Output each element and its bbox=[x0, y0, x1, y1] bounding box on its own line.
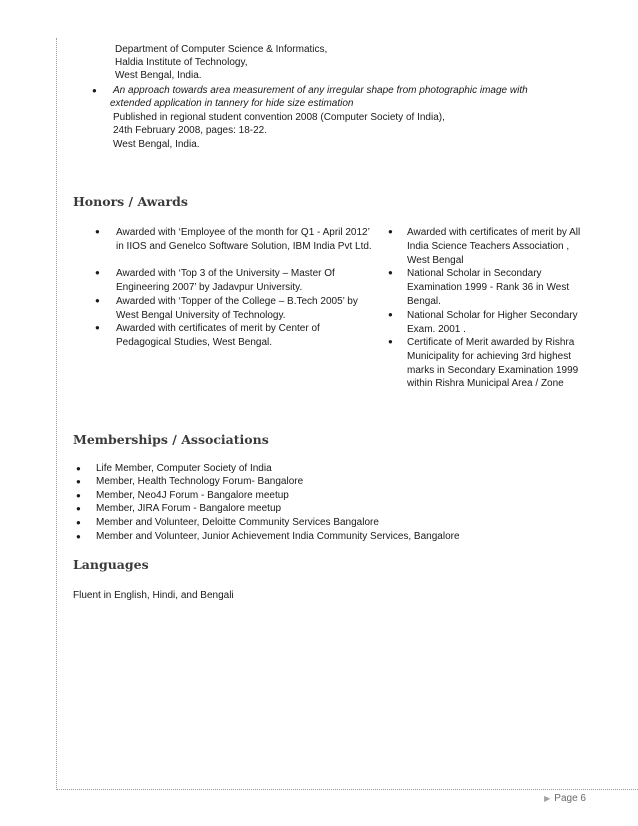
bullet-icon: ● bbox=[76, 477, 81, 486]
publication-affiliation-line: Haldia Institute of Technology, bbox=[115, 57, 248, 68]
bullet-icon: ● bbox=[388, 268, 393, 277]
membership-item: Member, JIRA Forum - Bangalore meetup bbox=[96, 503, 282, 514]
bullet-icon: ● bbox=[76, 504, 81, 513]
bullet-icon: ● bbox=[95, 227, 100, 236]
publication-title: extended application in tannery for hide size estimation bbox=[110, 98, 354, 109]
honor-item: National Scholar for Higher Secondary Exam. 2001 . bbox=[407, 310, 578, 335]
bullet-icon: ● bbox=[76, 464, 81, 473]
footer-rule bbox=[56, 789, 638, 790]
languages-text: Fluent in English, Hindi, and Bengali bbox=[73, 590, 234, 601]
publication-affiliation-line: Department of Computer Science & Informatics, bbox=[115, 44, 328, 55]
page-footer bbox=[544, 793, 586, 804]
bullet-icon: ● bbox=[92, 86, 97, 95]
publication-detail: Published in regional student convention 2008 (Computer Society of India), bbox=[113, 112, 445, 123]
publication-affiliation-line: West Bengal, India. bbox=[115, 70, 202, 81]
bullet-icon: ● bbox=[95, 268, 100, 277]
honor-item: National Scholar in Secondary Examination 1999 - Rank 36 in West Bengal. bbox=[407, 268, 570, 307]
publication-title: An approach towards area measurement of any irregular shape from photographic image with bbox=[113, 85, 528, 96]
honor-item: Awarded with ‘Employee of the month for Q1 - April 2012’ in IIOS and Genelco Software Solution, IBM India Pvt Ltd. bbox=[116, 227, 372, 252]
honor-item: Certificate of Merit awarded by Rishra Municipality for achieving 3rd highest marks in Secondary Examination 1999 within Rishra Municipal Area / Zone bbox=[407, 337, 579, 390]
left-margin-rule bbox=[56, 38, 57, 788]
membership-item: Member, Neo4J Forum - Bangalore meetup bbox=[96, 490, 289, 501]
section-heading-languages: Languages bbox=[73, 557, 149, 572]
triangle-right-icon: ▶ bbox=[544, 794, 551, 803]
bullet-icon: ● bbox=[95, 296, 100, 305]
honor-item: Awarded with certificates of merit by Center of Pedagogical Studies, West Bengal. bbox=[116, 323, 320, 348]
publication-detail: West Bengal, India. bbox=[113, 139, 200, 150]
bullet-icon: ● bbox=[95, 323, 100, 332]
honor-item: Awarded with ‘Top 3 of the University – Master Of Engineering 2007’ by Jadavpur University. bbox=[116, 268, 335, 293]
bullet-icon: ● bbox=[388, 310, 393, 319]
bullet-icon: ● bbox=[388, 227, 393, 236]
bullet-icon: ● bbox=[388, 337, 393, 346]
publication-detail: 24th February 2008, pages: 18-22. bbox=[113, 125, 267, 136]
section-heading-memberships: Memberships / Associations bbox=[73, 432, 269, 447]
membership-item: Member, Health Technology Forum- Bangalore bbox=[96, 476, 304, 487]
bullet-icon: ● bbox=[76, 491, 81, 500]
bullet-icon: ● bbox=[76, 532, 81, 541]
page-number: Page 6 bbox=[554, 793, 586, 804]
section-heading-honors: Honors / Awards bbox=[73, 194, 188, 209]
membership-item: Member and Volunteer, Deloitte Community Services Bangalore bbox=[96, 517, 379, 528]
membership-item: Member and Volunteer, Junior Achievement India Community Services, Bangalore bbox=[96, 531, 460, 542]
bullet-icon: ● bbox=[76, 518, 81, 527]
honor-item: Awarded with certificates of merit by All India Science Teachers Association , West Bengal bbox=[407, 227, 581, 266]
honor-item: Awarded with ‘Topper of the College – B.Tech 2005’ by West Bengal University of Technology. bbox=[116, 296, 358, 321]
membership-item: Life Member, Computer Society of India bbox=[96, 463, 272, 474]
